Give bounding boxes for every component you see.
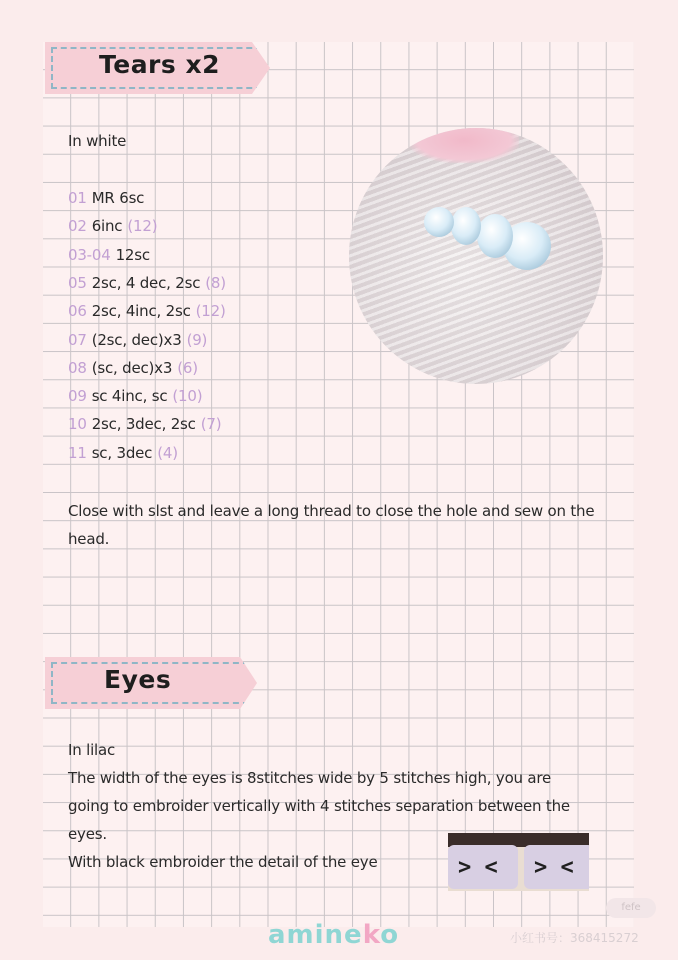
tears-round-row: [68, 331, 207, 349]
round-number: 09: [68, 387, 87, 406]
round-instruction: 2sc, 4inc, 2sc: [91, 302, 191, 321]
eyes-line-4: eyes.: [68, 825, 107, 843]
watermark-badge: fefe: [606, 898, 656, 918]
tear-segment-2: [451, 207, 481, 245]
stitch-count: (6): [177, 358, 198, 377]
tears-round-row: [68, 387, 202, 405]
eyes-title: Eyes: [104, 665, 172, 694]
round-number: 02: [68, 217, 87, 236]
eyes-photo: [448, 833, 589, 891]
round-instruction: MR 6sc: [91, 189, 145, 207]
crochet-tear-shape: [349, 128, 603, 384]
round-number: 05: [68, 273, 87, 292]
round-number: 01: [68, 189, 87, 207]
stitch-count: (4): [157, 443, 178, 462]
tears-round-row: [68, 444, 178, 462]
round-instruction: 6inc: [91, 217, 123, 236]
tears-round-row: [68, 302, 226, 320]
stitch-count: (9): [186, 330, 208, 349]
round-number: 06: [68, 302, 87, 321]
round-instruction: 2sc, 3dec, 2sc: [91, 415, 196, 434]
round-instruction: (2sc, dec)x3: [91, 330, 182, 349]
stitch-count: (12): [195, 302, 226, 321]
stitch-count: (8): [205, 273, 226, 292]
logo-end: o: [380, 920, 400, 950]
tears-round-row: [68, 415, 221, 433]
eye-right: > <: [534, 855, 574, 880]
stitch-count: (10): [172, 387, 203, 406]
tear-segment-3: [477, 214, 513, 258]
round-number: 11: [68, 443, 87, 462]
amineko-logo: [268, 920, 399, 950]
eyes-line-2: The width of the eyes is 8stitches wide by 5 stitches high, you are: [68, 769, 552, 787]
round-instruction: sc 4inc, sc: [91, 387, 168, 406]
tears-closing-line-2: head.: [68, 530, 110, 548]
tears-closing-line-1: Close with slst and leave a long thread to close the hole and sew on the: [68, 502, 595, 520]
round-instruction: 12sc: [115, 245, 150, 264]
stitch-count: (12): [127, 217, 158, 236]
tear-segment-1: [424, 207, 454, 237]
tears-round-row: [68, 246, 150, 264]
eyes-line-3: going to embroider vertically with 4 stitches separation between the: [68, 797, 570, 815]
round-instruction: (sc, dec)x3: [91, 358, 173, 377]
watermark-text: 小红书号：368415272: [510, 931, 639, 945]
logo-accent: k: [362, 920, 381, 950]
stitch-count: (7): [200, 415, 222, 434]
round-number: 07: [68, 330, 87, 349]
tears-round-row: [68, 217, 157, 235]
eyes-line-5: With black embroider the detail of the eye: [68, 853, 378, 871]
tears-color-line: In white: [68, 132, 127, 150]
round-number: 08: [68, 358, 87, 377]
round-instruction: sc, 3dec: [91, 443, 153, 462]
tears-round-row: [68, 274, 226, 292]
eye-left: > <: [458, 855, 498, 880]
eyes-line-1: In lilac: [68, 741, 116, 759]
tears-round-row: [68, 359, 198, 377]
tears-title: Tears x2: [99, 50, 220, 79]
tear-photo: [349, 128, 603, 384]
round-instruction: 2sc, 4 dec, 2sc: [91, 273, 201, 292]
round-number: 10: [68, 415, 87, 434]
logo-main: amine: [268, 920, 363, 950]
round-number: 03-04: [68, 245, 111, 264]
tears-round-row: [68, 189, 144, 207]
